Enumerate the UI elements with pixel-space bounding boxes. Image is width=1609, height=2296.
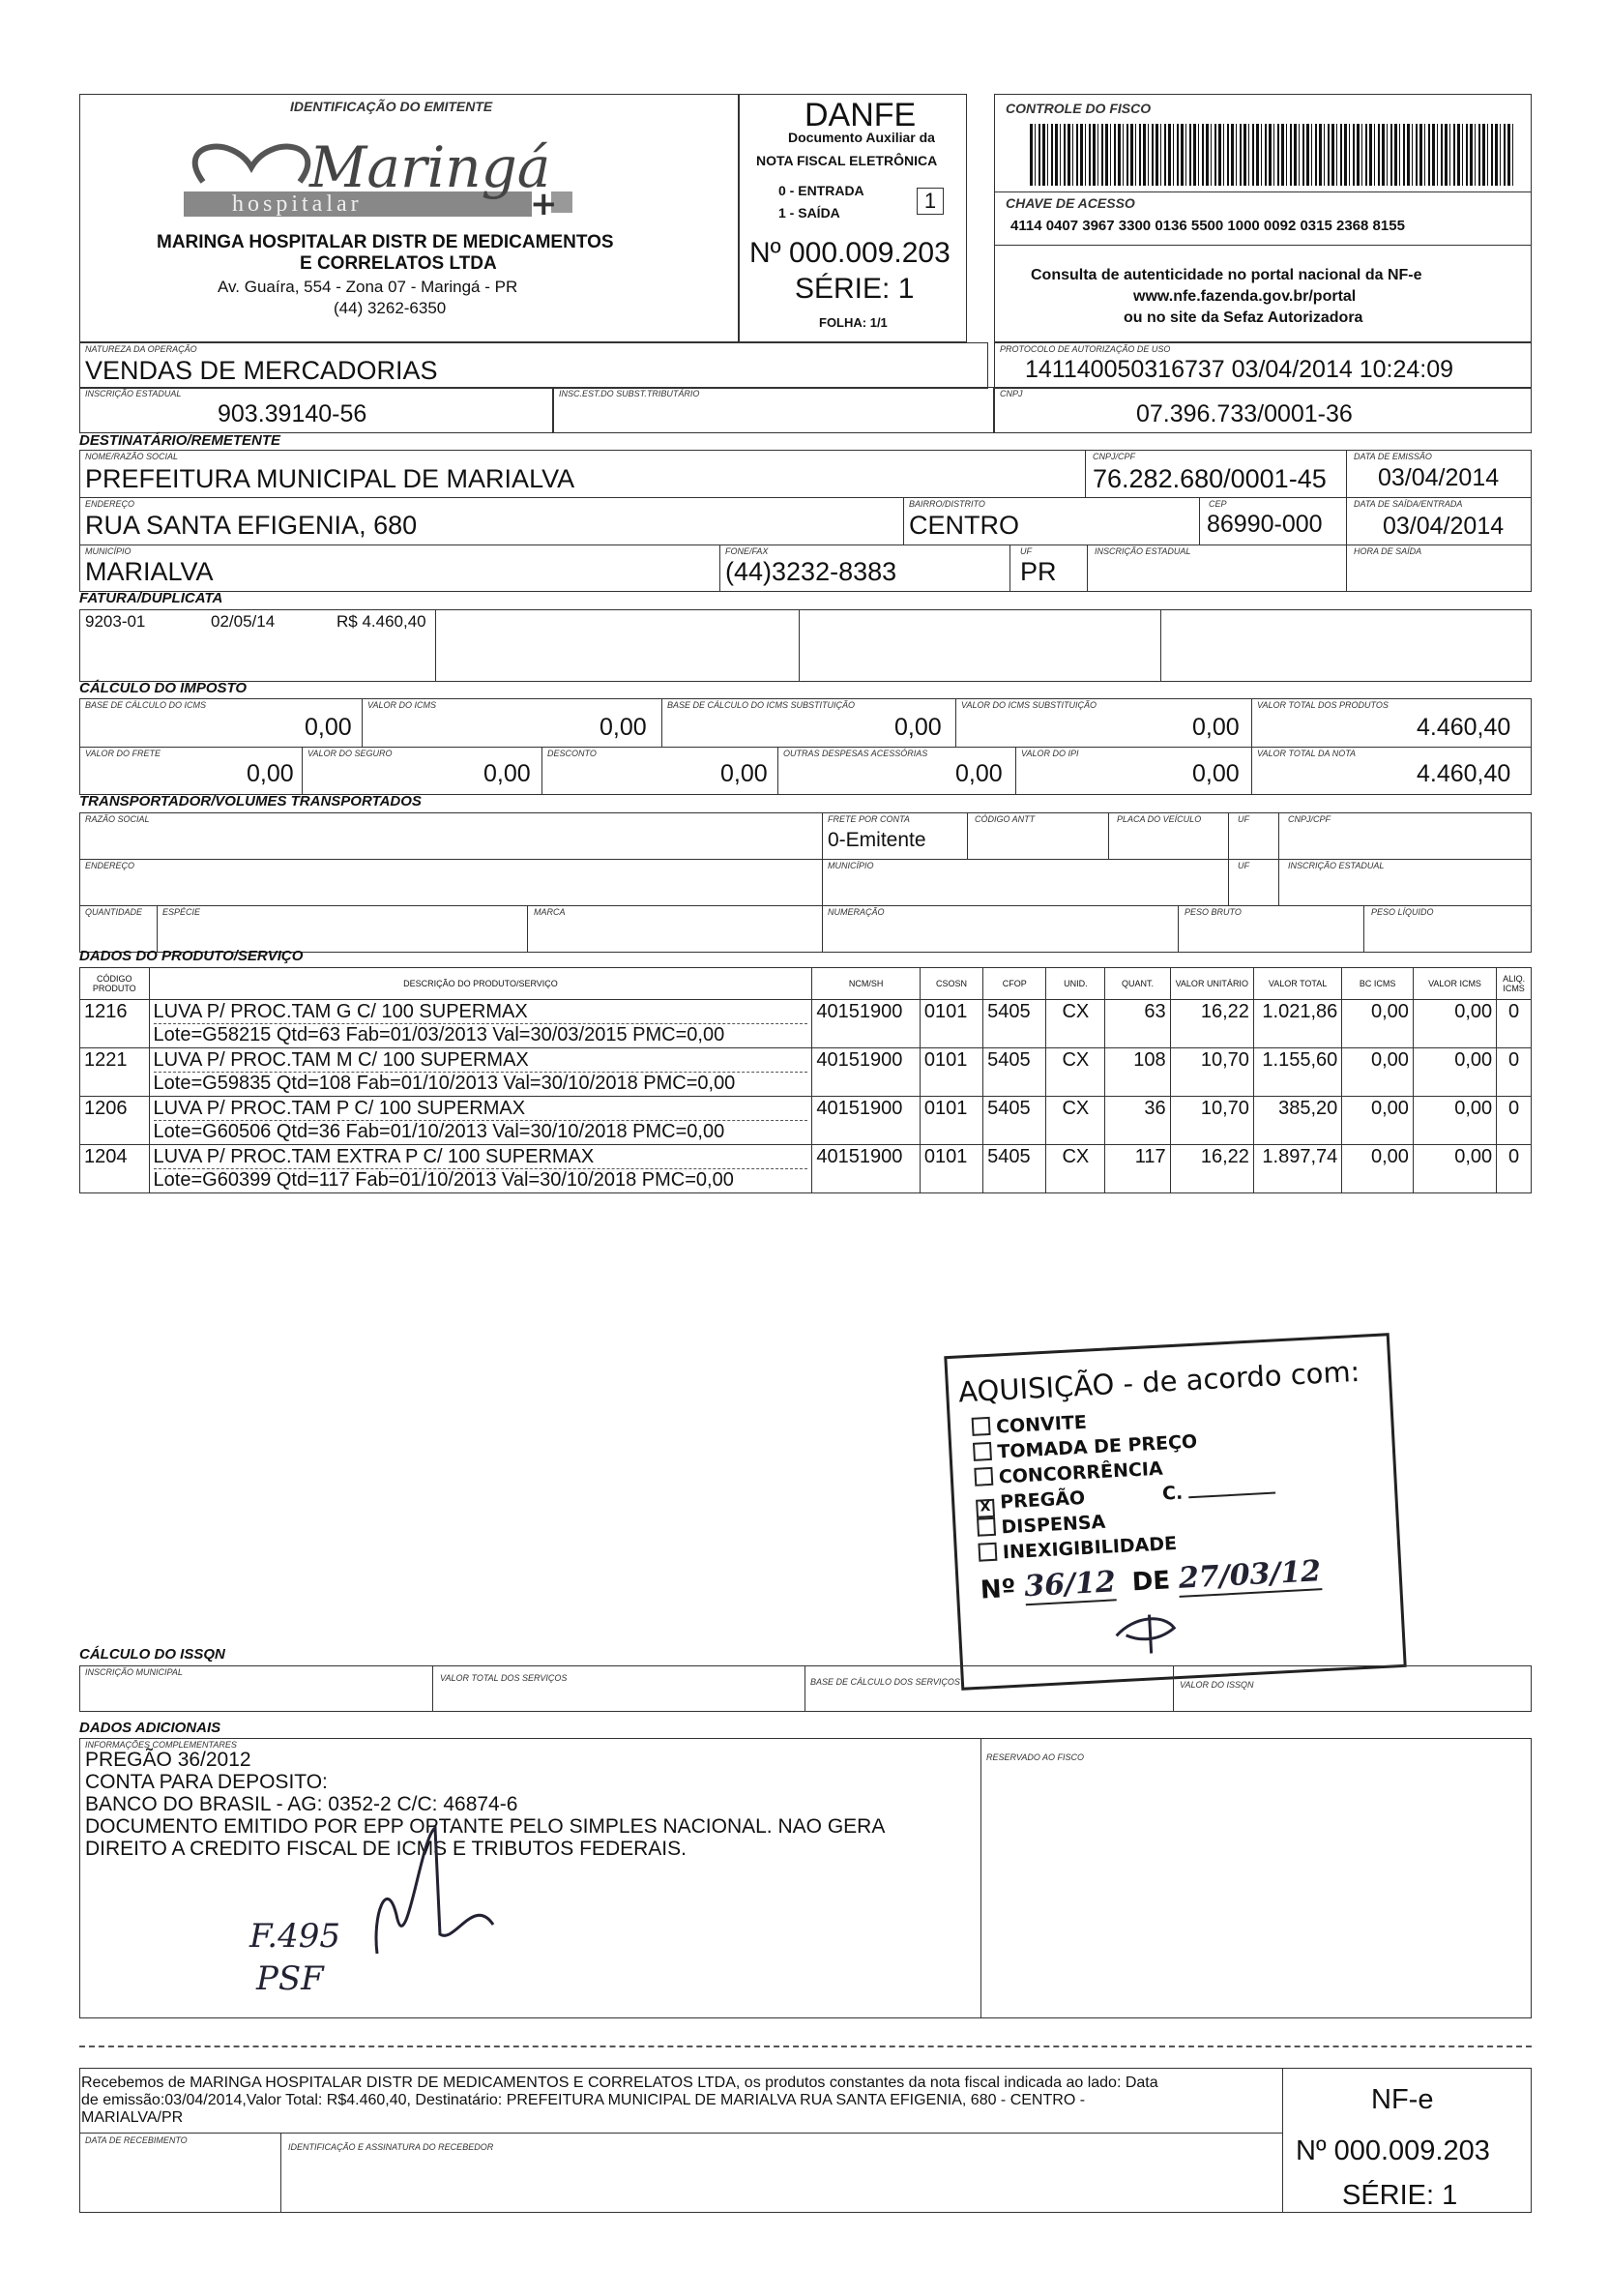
transp-marca-label: MARCA (534, 907, 566, 917)
cell-total: 1.155,60 (1253, 1048, 1341, 1097)
cell-quant: 36 (1105, 1097, 1170, 1145)
cnpj-label: CNPJ (1000, 389, 1023, 398)
total-nota-label: VALOR TOTAL DA NOTA (1257, 749, 1357, 758)
cell-csosn: 0101 (920, 1000, 982, 1048)
fatura-numero: 9203-01 (85, 612, 146, 631)
transp-quantidade-label: QUANTIDADE (85, 907, 143, 917)
controle-fisco-label: CONTROLE DO FISCO (1006, 101, 1152, 116)
info-line: DOCUMENTO EMITIDO POR EPP OPTANTE PELO SIMPLES NACIONAL. NAO GERA (85, 1815, 886, 1838)
cell-csosn: 0101 (920, 1097, 982, 1145)
desc-line2: Lote=G58215 Qtd=63 Fab=01/03/2013 Val=30/03/2015 PMC=0,00 (154, 1023, 808, 1046)
transp-peso-bruto-label: PESO BRUTO (1185, 907, 1242, 917)
emitente-phone: (44) 3262-6350 (334, 299, 447, 317)
danfe-entrada: 0 - ENTRADA (778, 183, 864, 198)
transp-antt-label: CÓDIGO ANTT (975, 814, 1036, 824)
cell-total: 385,20 (1253, 1097, 1341, 1145)
seguro: 0,00 (483, 760, 531, 787)
data-recebimento-label: DATA DE RECEBIMENTO (85, 2135, 188, 2145)
cell-icms: 0,00 (1413, 1145, 1496, 1193)
stamp-option-tomada: TOMADA DE PREÇO (973, 1431, 1198, 1464)
transp-ie-label: INSCRIÇÃO ESTADUAL (1288, 861, 1385, 870)
transp-placa-label: PLACA DO VEÍCULO (1117, 814, 1202, 824)
dest-bairro-label: BAIRRO/DISTRITO (909, 499, 985, 509)
seguro-label: VALOR DO SEGURO (307, 749, 393, 758)
cell-cfop: 5405 (983, 1097, 1046, 1145)
issqn-base-label: BASE DE CÁLCULO DOS SERVIÇOS (810, 1677, 960, 1687)
cell-total: 1.897,74 (1253, 1145, 1341, 1193)
desconto-label: DESCONTO (547, 749, 597, 758)
danfe-subtitle2: NOTA FISCAL ELETRÔNICA (756, 153, 938, 168)
cell-ncm: 40151900 (812, 1048, 921, 1097)
desc-line2: Lote=G59835 Qtd=108 Fab=01/10/2013 Val=30/10/2018 PMC=0,00 (154, 1072, 808, 1095)
assinatura-label: IDENTIFICAÇÃO E ASSINATURA DO RECEBEDOR (288, 2142, 494, 2152)
cell-descricao (149, 1000, 812, 1048)
issqn-box (79, 1665, 1532, 1712)
cut-line (79, 2046, 1532, 2047)
cell-icms: 0,00 (1413, 1097, 1496, 1145)
col-csosn: CSOSN (920, 968, 982, 1000)
dest-hora-label: HORA DE SAÍDA (1354, 546, 1422, 556)
desc-line1: LUVA P/ PROC.TAM G C/ 100 SUPERMAX (153, 1001, 528, 1022)
products-table (79, 967, 1532, 1193)
valor-st: 0,00 (1192, 714, 1240, 741)
ie-label: INSCRIÇÃO ESTADUAL (85, 389, 182, 398)
transp-frete: 0-Emitente (828, 829, 926, 851)
desc-line2: Lote=G60399 Qtd=117 Fab=01/10/2013 Val=30/10/2018 PMC=0,00 (154, 1168, 808, 1192)
dest-cep: 86990-000 (1207, 511, 1323, 538)
base-icms-label: BASE DE CÁLCULO DO ICMS (85, 700, 207, 710)
ie-st-label: INSC.EST.DO SUBST.TRIBUTÁRIO (559, 389, 700, 398)
col-aliq: ALIQ. ICMS (1497, 968, 1532, 1000)
cell-quant: 108 (1105, 1048, 1170, 1097)
cell-bc: 0,00 (1342, 1097, 1414, 1145)
valor-icms: 0,00 (600, 714, 647, 741)
acquisition-stamp (944, 1333, 1406, 1691)
valor-icms-label: VALOR DO ICMS (367, 700, 437, 710)
dest-cep-label: CEP (1209, 499, 1227, 509)
col-cfop: CFOP (983, 968, 1046, 1000)
dest-bairro: CENTRO (909, 511, 1019, 540)
desc-line1: LUVA P/ PROC.TAM EXTRA P C/ 100 SUPERMAX (153, 1146, 595, 1167)
transp-frete-label: FRETE POR CONTA (828, 814, 910, 824)
natureza-value: VENDAS DE MERCADORIAS (85, 356, 438, 385)
canhoto-numero: Nº 000.009.203 (1296, 2135, 1490, 2166)
info-line: PREGÃO 36/2012 (85, 1749, 251, 1771)
danfe-tipo-box: 1 (917, 188, 944, 215)
cell-aliq: 0 (1497, 1145, 1532, 1193)
col-codigo: CÓDIGO PRODUTO (80, 968, 150, 1000)
dest-uf: PR (1020, 557, 1057, 586)
transporte-section-label: TRANSPORTADOR/VOLUMES TRANSPORTADOS (79, 793, 422, 809)
transporte-box (79, 812, 1532, 953)
dest-saida-label: DATA DE SAÍDA/ENTRADA (1354, 499, 1463, 509)
consulta-line1: Consulta de autenticidade no portal nacional da NF-e (1031, 267, 1422, 283)
emitente-name-line2: E CORRELATOS LTDA (300, 253, 497, 274)
total-nota: 4.460,40 (1417, 760, 1511, 787)
cell-csosn: 0101 (920, 1048, 982, 1097)
col-ncm: NCM/SH (812, 968, 921, 1000)
frete: 0,00 (247, 760, 294, 787)
produtos-section-label: DADOS DO PRODUTO/SERVIÇO (79, 948, 304, 964)
dest-nome-label: NOME/RAZÃO SOCIAL (85, 452, 179, 461)
ipi-label: VALOR DO IPI (1021, 749, 1079, 758)
dest-emissao: 03/04/2014 (1378, 464, 1500, 491)
cell-quant: 63 (1105, 1000, 1170, 1048)
cell-ncm: 40151900 (812, 1097, 921, 1145)
transp-peso-liquido-label: PESO LÍQUIDO (1371, 907, 1434, 917)
cell-icms: 0,00 (1413, 1000, 1496, 1048)
cell-aliq: 0 (1497, 1048, 1532, 1097)
desc-line1: LUVA P/ PROC.TAM P C/ 100 SUPERMAX (153, 1098, 526, 1119)
cell-cfop: 5405 (983, 1048, 1046, 1097)
desc-line1: LUVA P/ PROC.TAM M C/ 100 SUPERMAX (153, 1049, 529, 1071)
natureza-label: NATUREZA DA OPERAÇÃO (85, 344, 197, 354)
fatura-valor: R$ 4.460,40 (336, 612, 426, 631)
col-total: VALOR TOTAL (1253, 968, 1341, 1000)
cell-quant: 117 (1105, 1145, 1170, 1193)
transp-razao-label: RAZÃO SOCIAL (85, 814, 150, 824)
info-line: CONTA PARA DEPOSITO: (85, 1771, 328, 1793)
canhoto-nfe: NF-e (1371, 2084, 1434, 2115)
stamp-signature (1105, 1607, 1194, 1661)
col-quant: QUANT. (1105, 968, 1170, 1000)
protocolo-label: PROTOCOLO DE AUTORIZAÇÃO DE USO (1000, 344, 1171, 354)
cell-codigo: 1206 (80, 1097, 150, 1145)
stamp-title: AQUISIÇÃO - de acordo com: (957, 1354, 1361, 1409)
logo-script: Maringá (309, 134, 551, 200)
dest-fone-label: FONE/FAX (725, 546, 769, 556)
dest-endereco: RUA SANTA EFIGENIA, 680 (85, 511, 418, 540)
table-row (80, 1145, 1532, 1193)
transp-uf2-label: UF (1238, 861, 1249, 870)
info-label: INFORMAÇÕES COMPLEMENTARES (85, 1740, 237, 1750)
company-logo (164, 114, 629, 240)
destinatario-section-label: DESTINATÁRIO/REMETENTE (79, 432, 281, 449)
cell-unid: CX (1046, 1097, 1105, 1145)
cell-bc: 0,00 (1342, 1048, 1414, 1097)
danfe-numero: Nº 000.009.203 (749, 237, 951, 269)
cnpj-value: 07.396.733/0001-36 (1136, 400, 1353, 427)
issqn-im-label: INSCRIÇÃO MUNICIPAL (85, 1667, 183, 1677)
base-st-label: BASE DE CÁLCULO DO ICMS SUBSTITUIÇÃO (667, 700, 856, 710)
dest-municipio-label: MUNICÍPIO (85, 546, 132, 556)
stamp-option-convite: CONVITE (972, 1412, 1088, 1439)
danfe-folha: FOLHA: 1/1 (819, 315, 888, 330)
danfe-subtitle1: Documento Auxiliar da (788, 130, 935, 145)
cell-descricao (149, 1145, 812, 1193)
total-produtos: 4.460,40 (1417, 714, 1511, 741)
signature (367, 1818, 522, 1983)
transp-municipio-label: MUNICÍPIO (828, 861, 874, 870)
consulta-line3: ou no site da Sefaz Autorizadora (1124, 309, 1363, 326)
col-bc-icms: BC ICMS (1342, 968, 1414, 1000)
valor-st-label: VALOR DO ICMS SUBSTITUIÇÃO (961, 700, 1097, 710)
info-line: DIREITO A CREDITO FISCAL DE ICMS E TRIBUTOS FEDERAIS. (85, 1838, 687, 1860)
cell-csosn: 0101 (920, 1145, 982, 1193)
cell-ncm: 40151900 (812, 1000, 921, 1048)
cell-total: 1.021,86 (1253, 1000, 1341, 1048)
canhoto-text-1: Recebemos de MARINGA HOSPITALAR DISTR DE MEDICAMENTOS E CORRELATOS LTDA, os produtos constantes da nota fiscal indicada ao lado: Data (81, 2075, 1158, 2091)
consulta-line2: www.nfe.fazenda.gov.br/portal (1133, 288, 1357, 305)
dest-endereco-label: ENDEREÇO (85, 499, 135, 509)
handwritten-note-2: PSF (256, 1959, 324, 1998)
col-descricao: DESCRIÇÃO DO PRODUTO/SERVIÇO (149, 968, 812, 1000)
fatura-box (79, 609, 1532, 682)
dest-saida: 03/04/2014 (1383, 513, 1505, 540)
ie-value: 903.39140-56 (218, 400, 367, 427)
cell-descricao (149, 1048, 812, 1097)
cell-ncm: 40151900 (812, 1145, 921, 1193)
col-valor-icms: VALOR ICMS (1413, 968, 1496, 1000)
fatura-section-label: FATURA/DUPLICATA (79, 590, 223, 606)
stamp-numero-line: Nº 36/12 DE 27/03/12 (980, 1554, 1322, 1605)
outras: 0,00 (955, 760, 1003, 787)
outras-label: OUTRAS DESPESAS ACESSÓRIAS (783, 749, 928, 758)
cell-unid: CX (1046, 1145, 1105, 1193)
cell-codigo: 1204 (80, 1145, 150, 1193)
desconto: 0,00 (720, 760, 768, 787)
danfe-title: DANFE (804, 97, 917, 133)
fatura-vencimento: 02/05/14 (211, 612, 276, 631)
base-icms: 0,00 (305, 714, 352, 741)
stamp-option-pregao: X PREGÃO C. (976, 1478, 1276, 1518)
dest-municipio: MARIALVA (85, 557, 214, 586)
total-produtos-label: VALOR TOTAL DOS PRODUTOS (1257, 700, 1389, 710)
adicionais-section-label: DADOS ADICIONAIS (79, 1720, 221, 1736)
cell-aliq: 0 (1497, 1000, 1532, 1048)
protocolo-value: 141140050316737 03/04/2014 10:24:09 (1025, 356, 1454, 383)
cell-bc: 0,00 (1342, 1145, 1414, 1193)
desc-line2: Lote=G60506 Qtd=36 Fab=01/10/2013 Val=30/10/2018 PMC=0,00 (154, 1120, 808, 1143)
issqn-section-label: CÁLCULO DO ISSQN (79, 1646, 225, 1663)
dest-ie-label: INSCRIÇÃO ESTADUAL (1095, 546, 1191, 556)
dest-fone: (44)3232-8383 (725, 557, 897, 586)
issqn-total-label: VALOR TOTAL DOS SERVIÇOS (440, 1673, 568, 1683)
transp-endereco-label: ENDEREÇO (85, 861, 135, 870)
dest-uf-label: UF (1020, 546, 1032, 556)
transp-cnpj-label: CNPJ/CPF (1288, 814, 1331, 824)
col-unitario: VALOR UNITÁRIO (1170, 968, 1253, 1000)
table-row (80, 1000, 1532, 1048)
cell-unit: 10,70 (1170, 1048, 1253, 1097)
issqn-valor-label: VALOR DO ISSQN (1180, 1680, 1254, 1690)
emitente-name-line1: MARINGA HOSPITALAR DISTR DE MEDICAMENTOS (157, 232, 614, 252)
barcode (1030, 124, 1513, 186)
cell-descricao (149, 1097, 812, 1145)
danfe-saida: 1 - SAÍDA (778, 205, 840, 221)
danfe-serie: SÉRIE: 1 (795, 273, 915, 305)
cell-unid: CX (1046, 1048, 1105, 1097)
cell-cfop: 5405 (983, 1145, 1046, 1193)
canhoto-serie: SÉRIE: 1 (1342, 2180, 1458, 2211)
cell-cfop: 5405 (983, 1000, 1046, 1048)
imposto-section-label: CÁLCULO DO IMPOSTO (79, 680, 248, 696)
cell-unit: 16,22 (1170, 1000, 1253, 1048)
cell-unid: CX (1046, 1000, 1105, 1048)
cell-codigo: 1221 (80, 1048, 150, 1097)
cell-icms: 0,00 (1413, 1048, 1496, 1097)
logo-sub: hospitalar (232, 191, 363, 217)
stamp-option-concorrencia: CONCORRÊNCIA (974, 1458, 1163, 1489)
emitente-section-label: IDENTIFICAÇÃO DO EMITENTE (290, 99, 493, 114)
ipi: 0,00 (1192, 760, 1240, 787)
svg-text:+: + (530, 185, 558, 223)
table-row (80, 1048, 1532, 1097)
cell-unit: 10,70 (1170, 1097, 1253, 1145)
table-row (80, 1097, 1532, 1145)
stamp-option-inexigibilidade: INEXIGIBILIDADE (978, 1533, 1177, 1565)
handwritten-note-1: F.495 (249, 1917, 340, 1956)
canhoto-text-3: MARIALVA/PR (81, 2109, 184, 2126)
transp-uf-label: UF (1238, 814, 1249, 824)
dest-nome: PREFEITURA MUNICIPAL DE MARIALVA (85, 464, 575, 493)
base-st: 0,00 (894, 714, 942, 741)
cell-unit: 16,22 (1170, 1145, 1253, 1193)
canhoto-text-2: de emissão:03/04/2014,Valor Total: R$4.460,40, Destinatário: PREFEITURA MUNICIPAL DE MARIALVA RUA SANTA EFIGENIA, 680 - CENTRO - (81, 2092, 1086, 2108)
emitente-address: Av. Guaíra, 554 - Zona 07 - Maringá - PR (218, 278, 518, 296)
col-unid: UNID. (1046, 968, 1105, 1000)
dest-emissao-label: DATA DE EMISSÃO (1354, 452, 1432, 461)
cell-codigo: 1216 (80, 1000, 150, 1048)
stamp-option-dispensa: DISPENSA (977, 1512, 1106, 1540)
info-line: BANCO DO BRASIL - AG: 0352-2 C/C: 46874-6 (85, 1793, 518, 1815)
dest-cnpj: 76.282.680/0001-45 (1093, 464, 1327, 493)
chave-acesso: 4114 0407 3967 3300 0136 5500 1000 0092 0315 2368 8155 (1010, 218, 1405, 234)
transp-especie-label: ESPÉCIE (162, 907, 201, 917)
frete-label: VALOR DO FRETE (85, 749, 161, 758)
dest-cnpj-label: CNPJ/CPF (1093, 452, 1136, 461)
cell-aliq: 0 (1497, 1097, 1532, 1145)
cell-bc: 0,00 (1342, 1000, 1414, 1048)
reservado-label: RESERVADO AO FISCO (986, 1752, 1085, 1762)
transp-numeracao-label: NUMERAÇÃO (828, 907, 885, 917)
chave-label: CHAVE DE ACESSO (1006, 195, 1135, 211)
